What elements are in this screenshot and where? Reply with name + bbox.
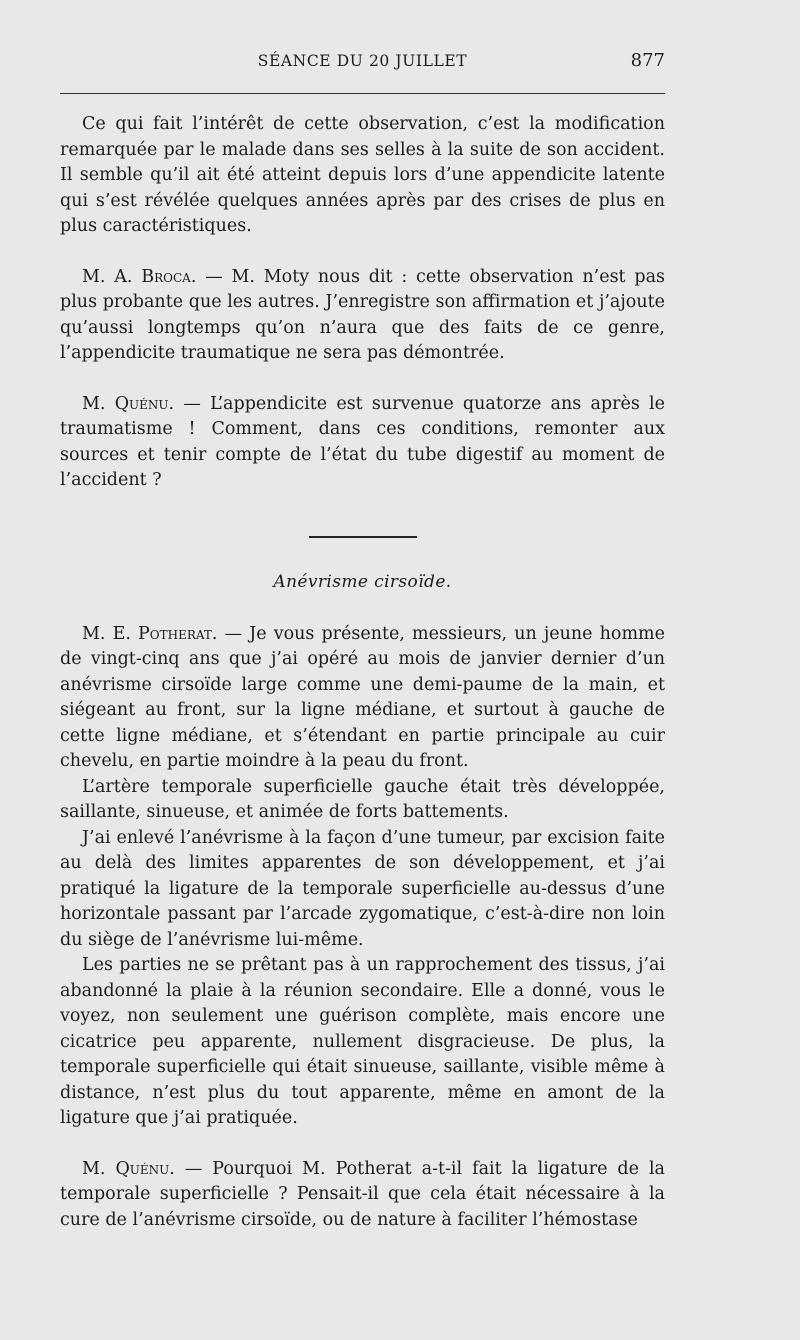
paragraph-quenu-first — [60, 392, 665, 494]
header-rule — [60, 93, 665, 94]
speech-text: — Je vous présente, messieurs, un jeune homme de vingt-cinq ans que j’ai opéré au mois de janvier dernier d’un anévrisme cirsoïde large comme une demi-paume de la main, et siégeant au front, sur la ligne médiane, et surtout à gauche de cette ligne médiane, et s’étendant en partie principale au cuir chevelu, en partie moindre à la peau du front. — [60, 623, 666, 771]
speaker-name: M. E. Potherat. — [82, 623, 218, 644]
running-title: SÉANCE DU 20 JUILLET — [257, 52, 468, 70]
speech-text: — M. Moty nous dit : cette observation n’est pas plus probante que les autres. J’enregistre son affirmation et j’ajoute qu’aussi longtemps qu’on n’aura que des faits de ce genre, l’appendicite traumatique ne sera pas démontrée. — [60, 266, 665, 363]
speaker-name: M. A. Broca. — [82, 266, 197, 287]
page-number: 877 — [630, 50, 665, 71]
section-divider — [309, 536, 417, 538]
speaker-name: M. Quénu. — [82, 1158, 175, 1179]
paragraph-excision: J’ai enlevé l’anévrisme à la façon d’une tumeur, par excision faite au delà des limites apparentes de son développement, et j’ai pratiqué la ligature de la temporale superficielle au-dessus d’une horizontale passant par l’arcade zygomatique, c’est-à-dire non loin du siège de l’anévrisme lui-même. — [60, 827, 665, 950]
running-head — [60, 48, 665, 78]
paragraph-temporal-artery: L’artère temporale superficielle gauche était très développée, saillante, sinueuse, et animée de forts battements. — [60, 776, 665, 822]
speech-text: — L’appendicite est survenue quatorze ans après le traumatisme ! Comment, dans ces conditions, remonter aux sources et tenir compte de l’état du tube digestif au moment de l’accident ? — [60, 393, 665, 490]
paragraph-quenu-second — [60, 1157, 665, 1234]
paragraph-observation-interest: Ce qui fait l’intérêt de cette observation, c’est la modification remarquée par le malade dans ses selles à la suite de son accident. Il semble qu’il ait été atteint depuis lors d’une appendicite latente qui s’est révélée quelques années après par des crises de plus en plus caractéristiques. — [60, 114, 665, 236]
paragraph-potherat — [60, 622, 665, 775]
page-body — [60, 112, 665, 1233]
paragraph-healing: Les parties ne se prêtant pas à un rapprochement des tissus, j’ai abandonné la plaie à la réunion secondaire. Elle a donné, vous le voyez, non seulement une guérison complète, mais encore une cicatrice peu apparente, nullement disgracieuse. De plus, la temporale superficielle qui était sinueuse, saillante, visible même à distance, n’est plus du tout apparente, même en amont de la ligature que j’ai pratiquée. — [60, 955, 665, 1128]
speaker-name: M. Quénu. — [82, 393, 175, 414]
paragraph-broca — [60, 265, 665, 367]
speech-text: — Pourquoi M. Potherat a-t-il fait la ligature de la temporale superficielle ? Pensait-il que cela était nécessaire à la cure de l’anévrisme cirsoïde, ou de nature à faciliter l’hémostase — [60, 1158, 665, 1230]
section-title: Anévrisme cirsoïde. — [273, 571, 452, 592]
